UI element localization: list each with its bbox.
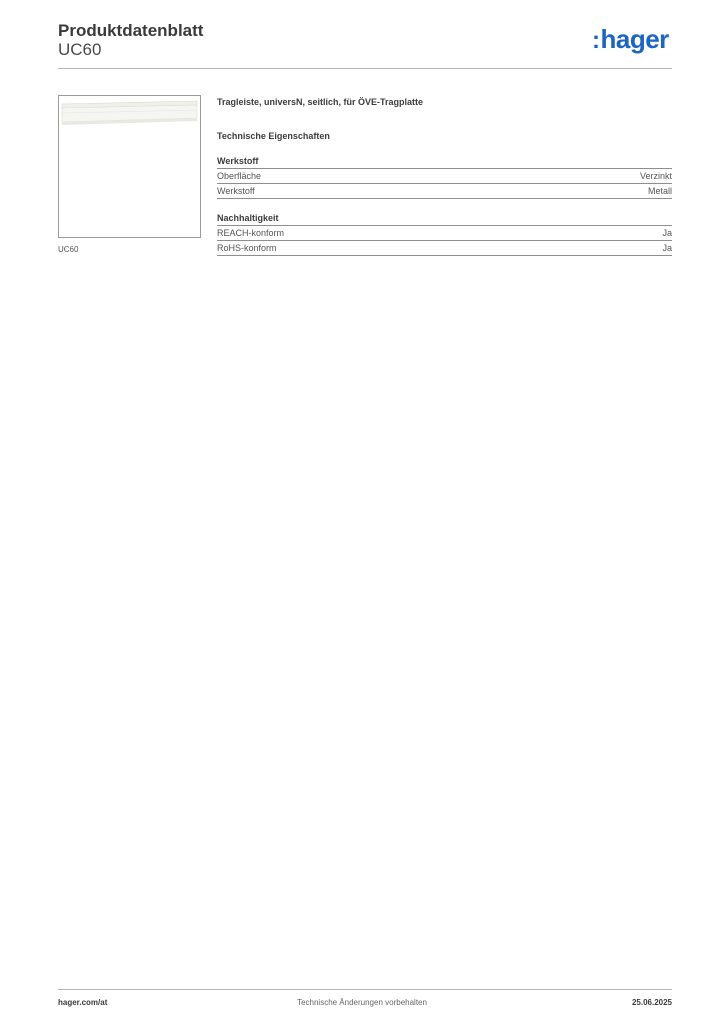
- row-label: REACH-konform: [217, 228, 285, 238]
- row-value: Ja: [662, 243, 672, 253]
- section-sustainability: [217, 211, 672, 256]
- footer-website-link[interactable]: hager.com/at: [58, 998, 108, 1007]
- logo-colon-icon: :: [592, 27, 600, 54]
- row-value: Metall: [647, 186, 672, 196]
- table-row: [217, 226, 672, 241]
- row-label: RoHS-konform: [217, 243, 277, 253]
- footer-date: 25.06.2025: [631, 998, 672, 1007]
- header-divider: [58, 68, 672, 69]
- section-title: Nachhaltigkeit: [217, 211, 672, 226]
- table-row: [217, 241, 672, 256]
- product-description: Tragleiste, universN, seitlich, für ÖVE-Tragplatte: [217, 97, 424, 107]
- row-label: Oberfläche: [217, 171, 262, 181]
- logo-text: hager: [600, 24, 669, 54]
- table-row: [217, 169, 672, 184]
- section-material: [217, 154, 672, 199]
- page-title: Produktdatenblatt: [58, 21, 204, 40]
- row-value: Ja: [662, 228, 672, 238]
- technical-properties-heading: Technische Eigenschaften: [217, 131, 330, 141]
- row-label: Werkstoff: [217, 186, 255, 196]
- product-code-subtitle: UC60: [58, 40, 102, 59]
- product-image-caption: UC60: [58, 245, 79, 254]
- footer-divider: [58, 989, 672, 990]
- hager-logo: [592, 24, 669, 55]
- row-value: Verzinkt: [639, 171, 672, 181]
- mounting-rail-image-icon: [59, 96, 200, 237]
- footer-notice: Technische Änderungen vorbehalten: [297, 998, 427, 1007]
- section-title: Werkstoff: [217, 154, 672, 169]
- product-image-frame: [58, 95, 201, 238]
- table-row: [217, 184, 672, 199]
